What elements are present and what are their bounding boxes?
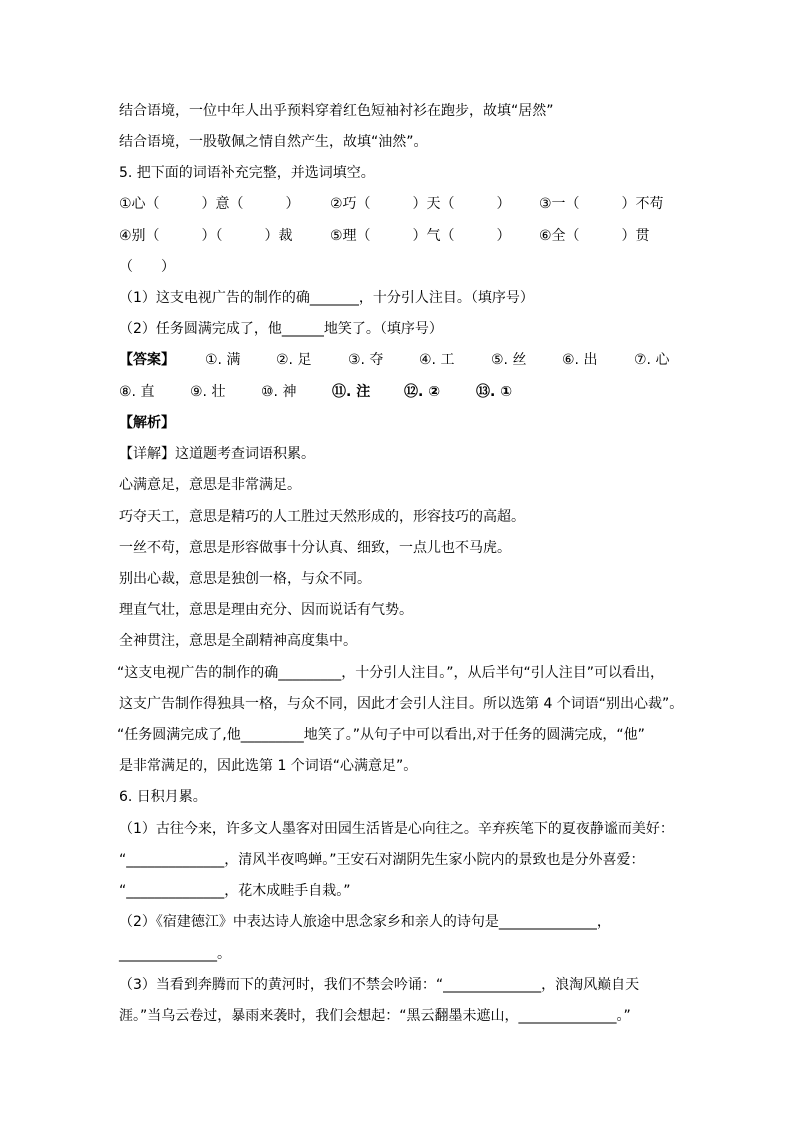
question-5-sentence-2: （2）任务圆满完成了，他______地笑了。（填序号） bbox=[119, 321, 443, 337]
answer-item: ②. 足 bbox=[276, 352, 312, 368]
fill-item: ⑤理（ ）气（ ） bbox=[330, 228, 511, 244]
answer-item: ⑦. 心 bbox=[634, 352, 670, 368]
explanation-line: 一丝不苟，意思是形容做事十分认真、细致，一点儿也不马虎。 bbox=[119, 540, 511, 556]
answer-item: ⑪. 注 bbox=[332, 384, 371, 400]
explanation-line: 全神贯注，意思是全副精神高度集中。 bbox=[119, 633, 357, 649]
answer-item: ⑫. ② bbox=[404, 384, 441, 400]
answer-item: ⑥. 出 bbox=[562, 352, 598, 368]
fill-item: ②巧（ ）天（ ） bbox=[330, 196, 511, 212]
answer-item: ⑧. 直 bbox=[119, 384, 155, 400]
explanation-line: 理直气壮，意思是理由充分、因而说话有气势。 bbox=[119, 602, 413, 618]
question-6-title: 6. 日积月累。 bbox=[119, 789, 207, 805]
answer-note-youran: 结合语境，一股敬佩之情自然产生，故填“油然”。 bbox=[119, 134, 428, 150]
answer-item: ⑩. 神 bbox=[261, 384, 297, 400]
question-6-part-1: （1）古往今来，许多文人墨客对田园生活皆是心向往之。辛弃疾笔下的夏夜静谧而美好： bbox=[119, 821, 674, 837]
answer-item: ④. 工 bbox=[419, 352, 455, 368]
analysis-paragraph: 是非常满足的，因此选第 1 个词语“心满意足”。 bbox=[119, 758, 418, 774]
answer-item: ③. 夺 bbox=[348, 352, 384, 368]
fill-item: ⑥全（ ）贯 bbox=[539, 228, 650, 244]
answer-item: ⑤. 丝 bbox=[491, 352, 527, 368]
explanation-line: 心满意足，意思是非常满足。 bbox=[119, 477, 301, 493]
fill-item: ④别（ ）（ ）裁 bbox=[119, 228, 293, 244]
answer-label: 【答案】 bbox=[119, 352, 175, 368]
answer-item: ⑬. ① bbox=[476, 384, 513, 400]
analysis-label: 【解析】 bbox=[119, 415, 175, 431]
answer-note-juran: 结合语境，一位中年人出乎预料穿着红色短袖衬衫在跑步，故填“居然” bbox=[119, 103, 554, 119]
question-6-part-1: “______________，清风半夜鸣蝉。”王安石对湖阴先生家小院内的景致也是分外喜爱： bbox=[119, 852, 645, 868]
fill-item: ①心（ ）意（ ） bbox=[119, 196, 300, 212]
fill-item: ③一（ ）不苟 bbox=[539, 196, 664, 212]
answer-item: ⑨. 壮 bbox=[190, 384, 226, 400]
analysis-paragraph: 这支广告制作得独具一格，与众不同，因此才会引人注目。所以选第 4 个词语“别出心裁”。 bbox=[119, 696, 684, 712]
fill-blank-extra: （ ） bbox=[119, 259, 175, 275]
question-6-part-3: （3）当看到奔腾而下的黄河时，我们不禁会吟诵：“______________，浪淘风巅自天 bbox=[119, 977, 640, 993]
explanation-line: 巧夺天工，意思是精巧的人工胜过天然形成的，形容技巧的高超。 bbox=[119, 509, 525, 525]
question-5-sentence-1: （1）这支电视广告的制作的确_______，十分引人注目。（填序号） bbox=[119, 290, 534, 306]
question-5-title: 5. 把下面的词语补充完整，并选词填空。 bbox=[119, 165, 375, 181]
question-6-part-1: “______________，花木成畦手自栽。” bbox=[119, 883, 351, 899]
answer-item: ①. 满 bbox=[205, 352, 241, 368]
explanation-line: 别出心裁，意思是独创一格，与众不同。 bbox=[119, 571, 371, 587]
analysis-paragraph: “这支电视广告的制作的确_________，十分引人注目。”，从后半句“引人注目”可以看出， bbox=[117, 665, 665, 681]
question-6-part-2: （2）《宿建德江》中表达诗人旅途中思念家乡和亲人的诗句是______________， bbox=[119, 914, 611, 930]
detail-heading: 【详解】这道题考查词语积累。 bbox=[119, 446, 315, 462]
analysis-paragraph: “任务圆满完成了,他_________地笑了。”从句子中可以看出,对于任务的圆满完成，“他” bbox=[117, 727, 645, 743]
question-6-part-2: ______________。 bbox=[119, 946, 231, 962]
question-6-part-3: 涯。”当乌云卷过，暴雨来袭时，我们会想起：“黑云翻墨未遮山，______________。” bbox=[119, 1008, 631, 1024]
